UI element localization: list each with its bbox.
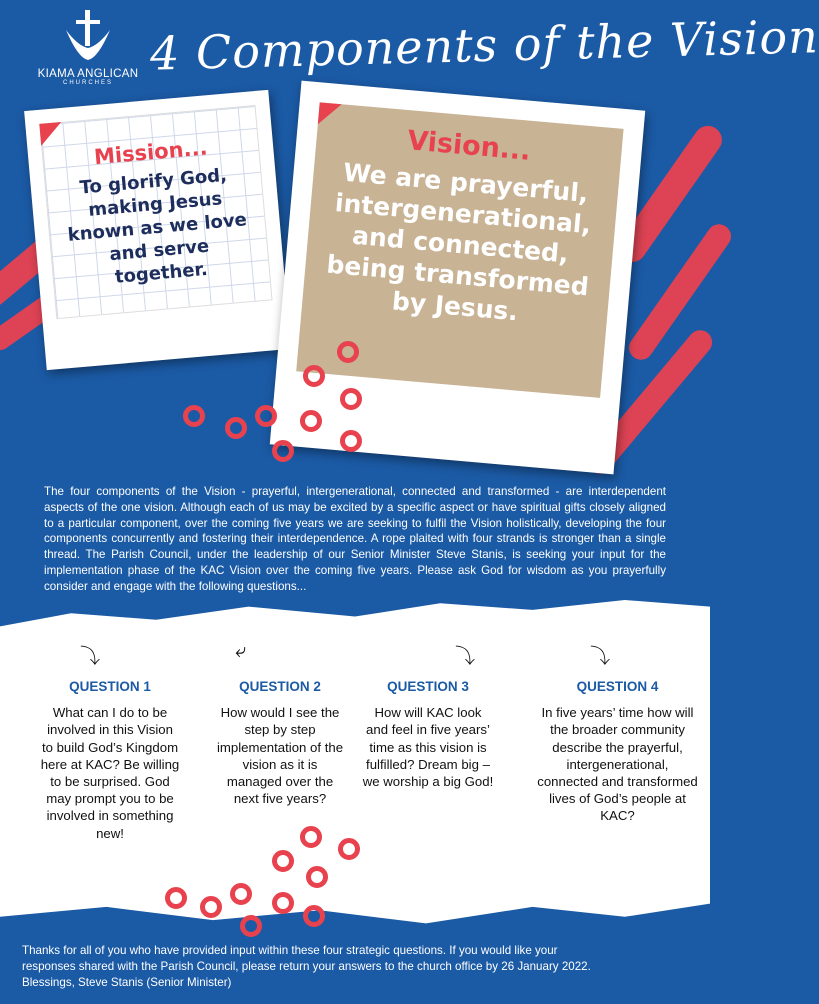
question-text: How will KAC look and feel in five years’ time as this vision is fulfilled? Dream big – we worship a big God! [362, 705, 494, 790]
question-2 [215, 678, 345, 807]
mission-heading: Mission... [93, 135, 209, 170]
red-ring-decoration [306, 866, 328, 888]
red-ring-decoration [183, 405, 205, 427]
vision-heading: Vision... [406, 125, 532, 167]
footer-line: responses shared with the Parish Council, please return your answers to the church office by 26 January 2022. [22, 960, 591, 973]
footer-signature: Blessings, Steve Stanis (Senior Minister) [22, 976, 232, 989]
mission-polaroid [24, 90, 291, 370]
question-text: What can I do to be involved in this Vision to build God’s Kingdom here at KAC? Be willing to be surprised. God may prompt you to be involved in something new! [40, 705, 180, 841]
red-ring-decoration [272, 440, 294, 462]
red-ring-decoration [272, 892, 294, 914]
logo-subtitle: CHURCHES [62, 80, 113, 86]
red-ring-decoration [337, 341, 359, 363]
red-ring-decoration [300, 410, 322, 432]
red-ring-decoration [272, 850, 294, 872]
mission-text: To glorify God, making Jesus known as we love and serve together. [66, 164, 248, 288]
red-ring-decoration [240, 915, 262, 937]
question-3 [362, 678, 494, 790]
intro-paragraph: The four components of the Vision - prayerful, intergenerational, connected and transformed - are interdependent aspects of the one vision. Although each of us may be excited by a specific aspect or have spiritual gifts closely aligned to a particular component, over the coming five years we are seeking to fulfil the Vision holistically, developing the four components concurrently and fostering their interdependence. A rope plaited with four strands is stronger than a single thread. The Parish Council, under the leadership of our Senior Minister Steve Stanis, is seeking your input for the implementation phase of the KAC Vision over the coming five years. Please ask God for wisdom as you prayerfully consider and engage with the following questions... [44, 485, 666, 593]
red-ring-decoration [300, 826, 322, 848]
question-heading: QUESTION 4 [576, 679, 659, 694]
footer-line: Thanks for all of you who have provided input within these four strategic questions. If you would like your [22, 944, 558, 957]
red-ring-decoration [303, 365, 325, 387]
red-ring-decoration [230, 883, 252, 905]
question-heading: QUESTION 2 [239, 679, 321, 694]
question-heading: QUESTION 1 [69, 679, 151, 694]
vision-text: We are prayerful, intergenerational, and connected, being transformed by Jesus. [325, 157, 593, 327]
question-heading: QUESTION 3 [387, 679, 469, 694]
question-text: In five years’ time how will the broader community describe the prayerful, intergenerational, connected and transformed lives of God’s people at KAC? [537, 705, 698, 824]
cross-dove-icon [58, 8, 118, 66]
footer-note [22, 943, 591, 991]
red-ring-decoration [303, 905, 325, 927]
page-title: 4 Components of the Vision [149, 9, 819, 81]
red-ring-decoration [165, 887, 187, 909]
red-ring-decoration [340, 430, 362, 452]
vision-polaroid [270, 81, 645, 475]
logo-name: KIAMA ANGLICAN [37, 68, 139, 80]
logo [28, 8, 148, 86]
red-ring-decoration [255, 405, 277, 427]
red-ring-decoration [340, 388, 362, 410]
dotted-arrow-icon: ⤵ [80, 646, 100, 668]
dotted-arrow-icon: ⤵ [455, 646, 475, 668]
dotted-arrow-icon: ⤵ [590, 646, 610, 668]
red-ring-decoration [225, 417, 247, 439]
red-ring-decoration [200, 896, 222, 918]
red-ring-decoration [338, 838, 360, 860]
question-4 [525, 678, 710, 825]
question-text: How would I see the step by step implementation of the vision as it is managed over the next five years? [216, 705, 344, 807]
dotted-arrow-icon: ⤶ [235, 640, 247, 662]
question-1 [40, 678, 180, 842]
